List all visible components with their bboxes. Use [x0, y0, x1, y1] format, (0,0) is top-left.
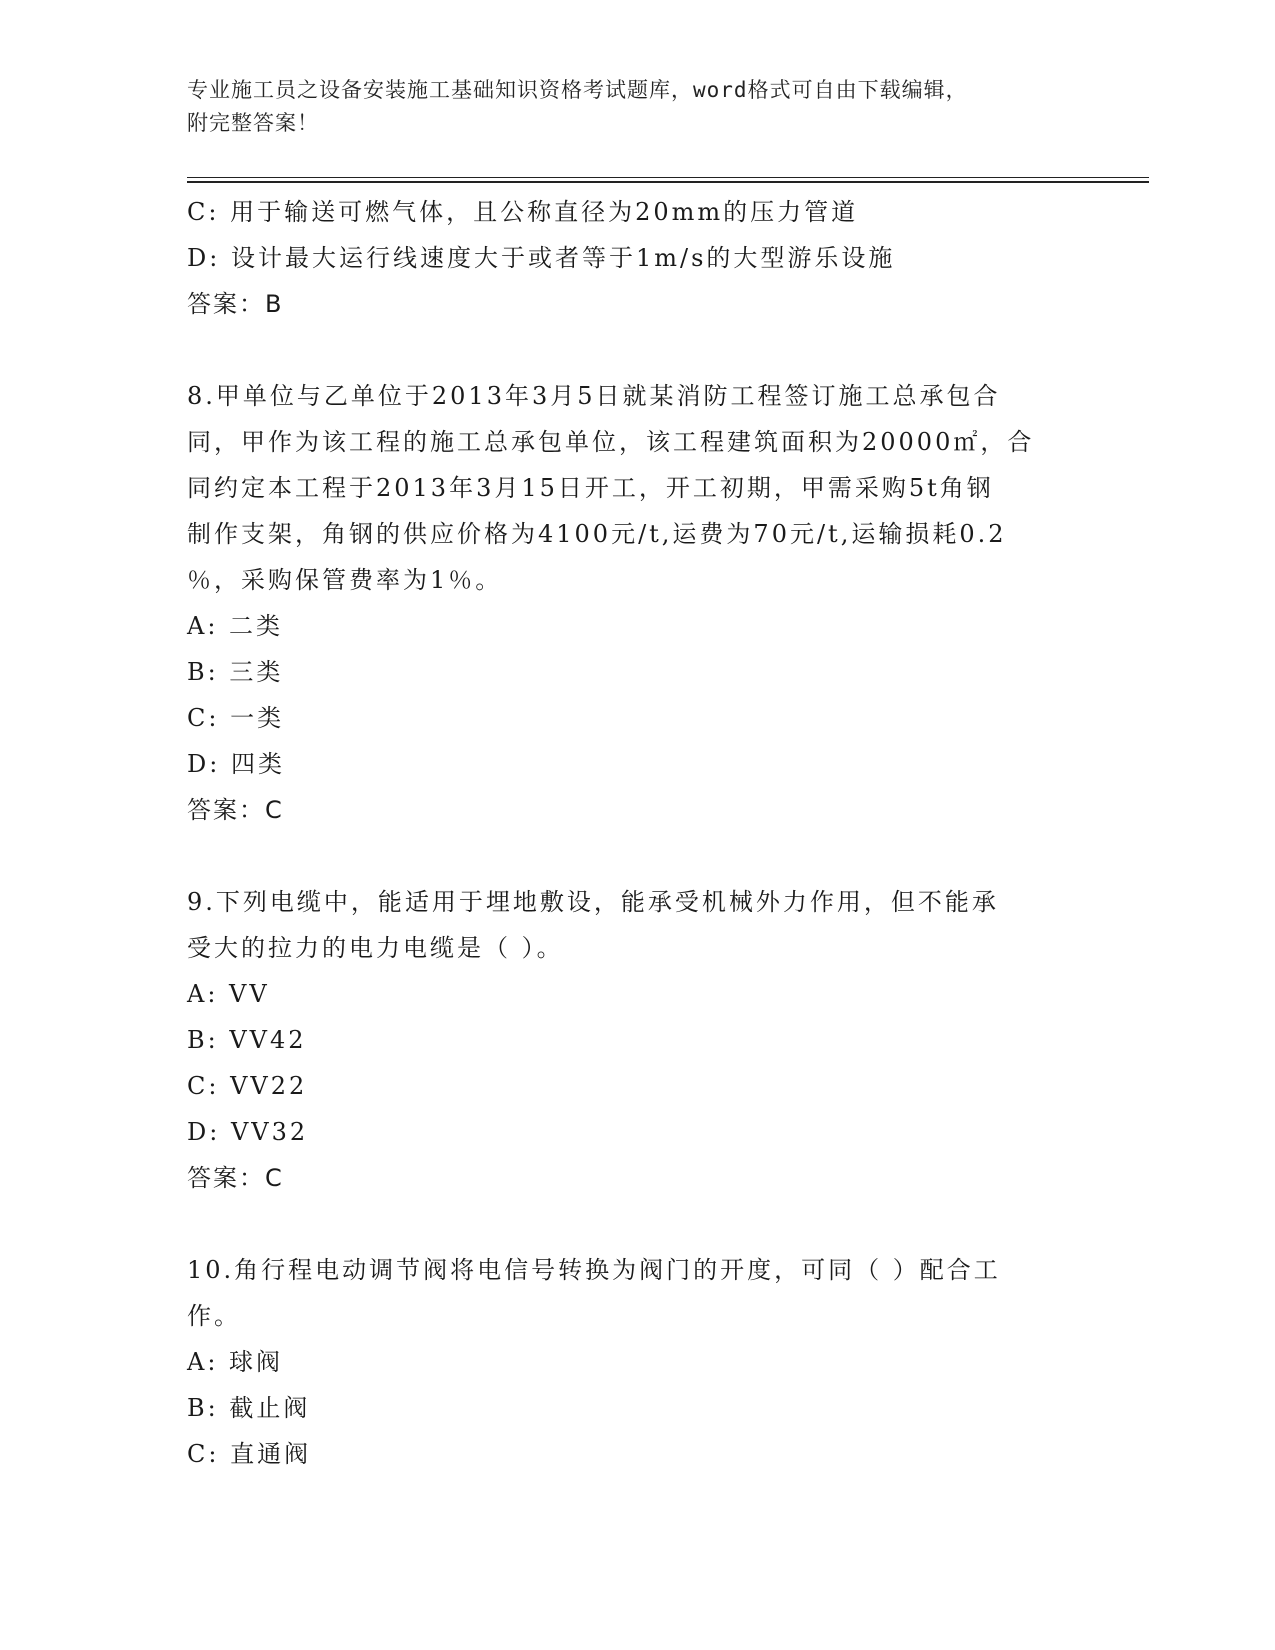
header-divider-thick: [187, 181, 1149, 183]
q9-option-a: A: VV: [187, 980, 270, 1008]
q9-option-d: D: VV32: [187, 1118, 309, 1146]
q8-answer: 答案：C: [187, 796, 284, 824]
question-content: [187, 189, 1087, 1477]
q8-option-b: B: 三类: [187, 658, 284, 686]
q7-answer: 答案：B: [187, 290, 284, 318]
document-header: [187, 74, 1067, 140]
q9-stem-line-2: 受大的拉力的电力电缆是（ ）。: [187, 934, 564, 962]
q8-stem-line-1: 8.甲单位与乙单位于2013年3月5日就某消防工程签订施工总承包合: [187, 382, 1001, 410]
q9-option-c: C: VV22: [187, 1072, 308, 1100]
q10-option-c: C: 直通阀: [187, 1440, 312, 1468]
q8-option-d: D: 四类: [187, 750, 285, 778]
q9-stem-line-1: 9.下列电缆中，能适用于埋地敷设，能承受机械外力作用，但不能承: [187, 888, 999, 916]
q10-option-a: A: 球阀: [187, 1348, 284, 1376]
q8-option-c: C: 一类: [187, 704, 285, 732]
header-divider-thin: [187, 177, 1149, 178]
header-line-1: 专业施工员之设备安装施工基础知识资格考试题库，word格式可自由下载编辑，: [187, 78, 968, 102]
q7-option-c: C: 用于输送可燃气体，且公称直径为20mm的压力管道: [187, 198, 859, 226]
q10-stem-line-2: 作。: [187, 1302, 241, 1330]
header-line-2: 附完整答案！: [187, 111, 319, 135]
q8-stem-line-4: 制作支架，角钢的供应价格为4100元/t,运费为70元/t,运输损耗0.2: [187, 520, 1007, 548]
q10-option-b: B: 截止阀: [187, 1394, 311, 1422]
q8-stem-line-3: 同约定本工程于2013年3月15日开工，开工初期，甲需采购5t角钢: [187, 474, 994, 502]
q9-answer: 答案：C: [187, 1164, 284, 1192]
q8-option-a: A: 二类: [187, 612, 284, 640]
q8-stem-line-2: 同，甲作为该工程的施工总承包单位，该工程建筑面积为20000㎡，合: [187, 428, 1035, 456]
q10-stem-line-1: 10.角行程电动调节阀将电信号转换为阀门的开度，可同（ ）配合工: [187, 1256, 1001, 1284]
q8-stem-line-5: ％，采购保管费率为1％。: [187, 566, 503, 594]
q9-option-b: B: VV42: [187, 1026, 307, 1054]
q7-option-d: D: 设计最大运行线速度大于或者等于1m/s的大型游乐设施: [187, 244, 896, 272]
